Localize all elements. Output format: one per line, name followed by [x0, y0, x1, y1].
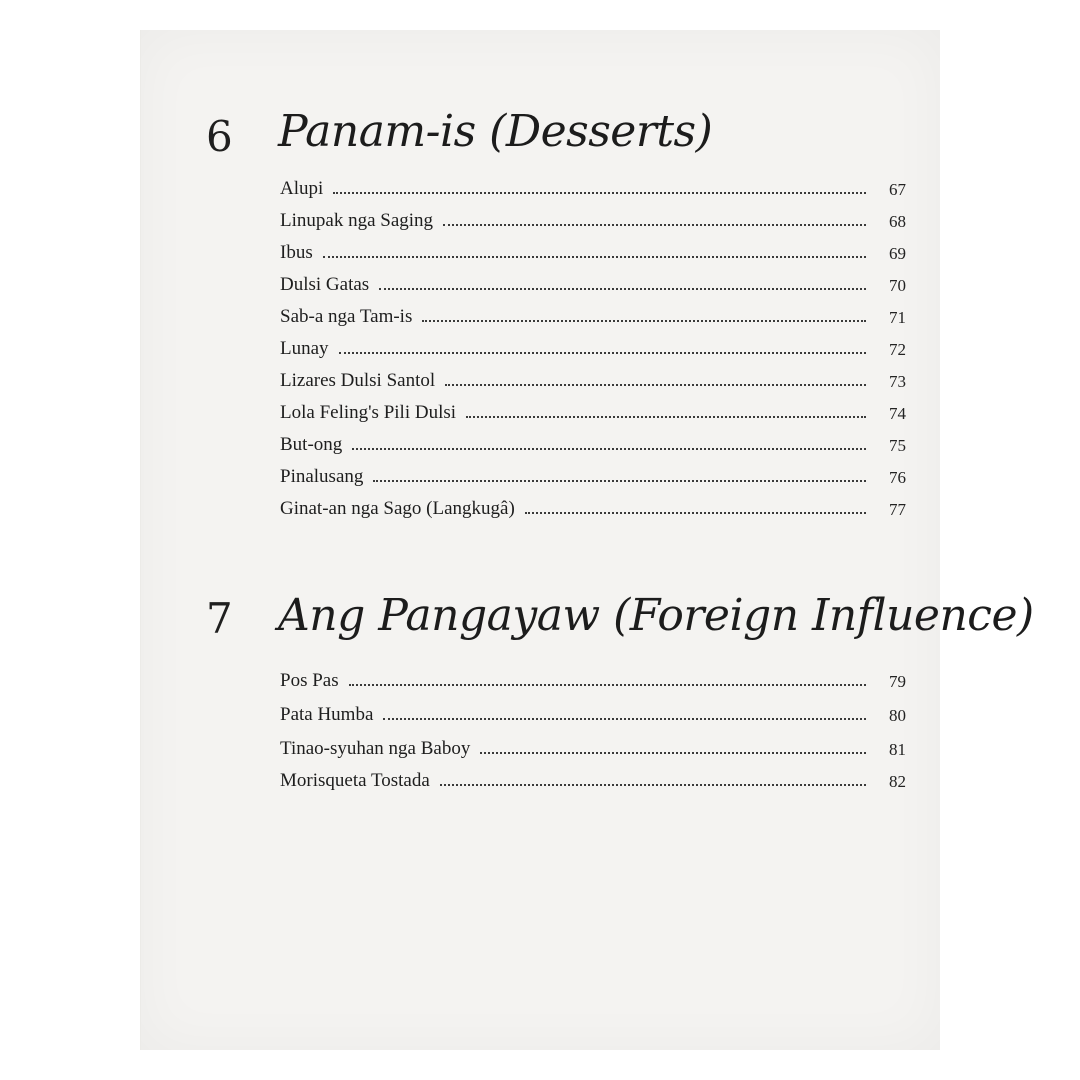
- page-number: 73: [889, 372, 906, 391]
- page-number: 71: [889, 308, 906, 327]
- dot-leader: [383, 718, 866, 720]
- entry-title: Morisqueta Tostada: [280, 770, 430, 791]
- page-number: 72: [889, 340, 906, 359]
- toc-entry[interactable]: [280, 174, 906, 200]
- entry-title: Ibus: [280, 242, 313, 263]
- toc-entry[interactable]: [280, 366, 906, 392]
- dot-leader: [445, 384, 866, 386]
- page-number: 74: [889, 404, 906, 423]
- chapter-title: Ang Pangayaw (Foreign Influence): [278, 590, 1034, 641]
- dot-leader: [443, 224, 866, 226]
- entry-title: Sab-a nga Tam-is: [280, 306, 413, 327]
- entry-title: Pos Pas: [280, 670, 339, 691]
- page-number: 70: [889, 276, 906, 295]
- toc-entry[interactable]: [280, 302, 906, 328]
- page-number: 77: [889, 500, 906, 519]
- dot-leader: [480, 752, 866, 754]
- entry-title: Tinao-syuhan nga Baboy: [280, 738, 471, 759]
- entry-title: Lola Feling's Pili Dulsi: [280, 402, 457, 423]
- dot-leader: [333, 192, 866, 194]
- dot-leader: [339, 352, 866, 354]
- chapter-title: Panam-is (Desserts): [278, 106, 713, 157]
- dot-leader: [379, 288, 866, 290]
- dot-leader: [422, 320, 866, 322]
- entry-title: Dulsi Gatas: [280, 274, 370, 295]
- page-number: 75: [889, 436, 906, 455]
- toc-entry[interactable]: [280, 666, 906, 692]
- dot-leader: [466, 416, 866, 418]
- entry-title: Alupi: [280, 178, 324, 199]
- toc-entry[interactable]: [280, 766, 906, 792]
- entry-title: Pinalusang: [280, 466, 364, 487]
- dot-leader: [525, 512, 866, 514]
- toc-entry[interactable]: [280, 206, 906, 232]
- entry-title: Lizares Dulsi Santol: [280, 370, 436, 391]
- page-number: 67: [889, 180, 906, 199]
- dot-leader: [440, 784, 866, 786]
- entry-title: Ginat-an nga Sago (Langkugâ): [280, 498, 515, 519]
- page-number: 76: [889, 468, 906, 487]
- toc-entry[interactable]: [280, 494, 906, 520]
- page-number: 80: [889, 706, 906, 725]
- chapter-number: 6: [206, 112, 233, 161]
- entry-title: Pata Humba: [280, 704, 374, 725]
- page-number: 79: [889, 672, 906, 691]
- page-number: 68: [889, 212, 906, 231]
- entry-title: Lunay: [280, 338, 329, 359]
- dot-leader: [373, 480, 866, 482]
- toc-entry[interactable]: [280, 462, 906, 488]
- dot-leader: [349, 684, 866, 686]
- toc-entry[interactable]: [280, 398, 906, 424]
- dot-leader: [323, 256, 866, 258]
- toc-entry[interactable]: [280, 334, 906, 360]
- page-number: 81: [889, 740, 906, 759]
- dot-leader: [352, 448, 866, 450]
- chapter-number: 7: [206, 594, 233, 643]
- toc-entry[interactable]: [280, 430, 906, 456]
- toc-entry[interactable]: [280, 734, 906, 760]
- toc-entry[interactable]: [280, 700, 906, 726]
- page-number: 69: [889, 244, 906, 263]
- page-number: 82: [889, 772, 906, 791]
- toc-entry[interactable]: [280, 270, 906, 296]
- entry-title: Linupak nga Saging: [280, 210, 434, 231]
- entry-title: But-ong: [280, 434, 343, 455]
- toc-entry[interactable]: [280, 238, 906, 264]
